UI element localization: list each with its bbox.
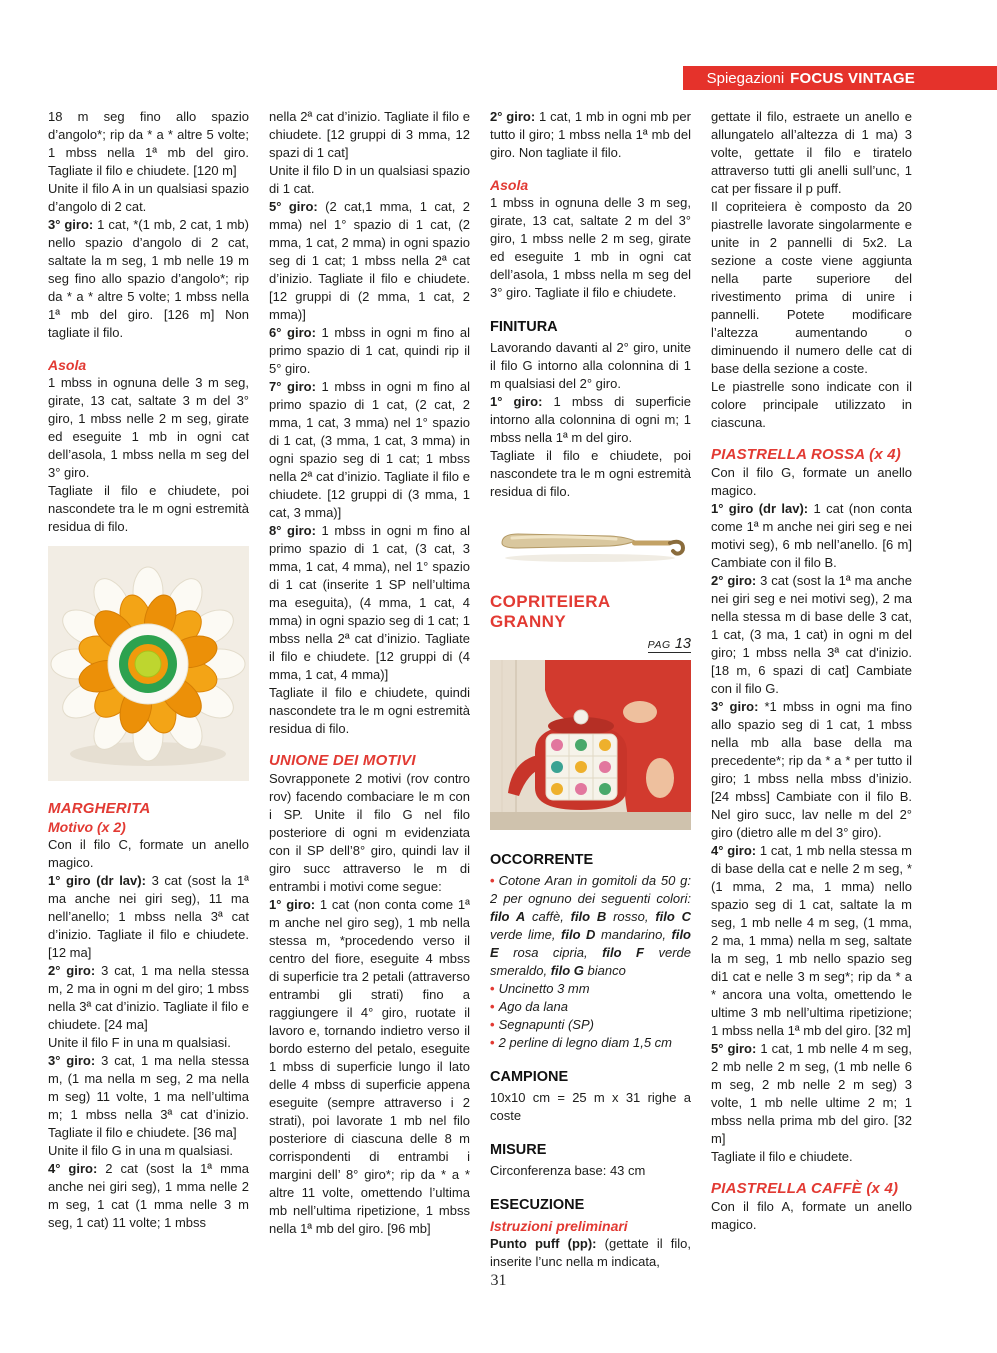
body-paragraph: 4° giro: 2 cat (sost la 1ª mma anche nei giri seg), 1 mma nelle 2 m seg, 1 cat (1 mma nelle 3 m seg, 1 cat) 11 volte; 1 mbss	[48, 1161, 249, 1230]
flower-potholder-photo	[48, 546, 249, 786]
body-paragraph: 5° giro: (2 cat,1 mma, 1 cat, 2 mma) nel 1° spazio di 1 cat, (2 mma, 1 cat, 2 mma) in ogni spazio seg di 1 cat; 1 mbss nella 2ª cat d’inizio. Tagliate il filo e chiudete. [12 gruppi di (2 mma, 1 cat, 2 mma)]	[269, 199, 470, 322]
materials-bullet	[490, 1034, 691, 1052]
body-paragraph: Unite il filo F in una m qualsiasi.	[48, 1035, 231, 1050]
bullet-icon: •	[490, 1017, 495, 1032]
section-heading: MISURE	[490, 1142, 547, 1158]
body-paragraph: 5° giro: 1 cat, 1 mb nelle 4 m seg, 2 mb nelle 2 m seg, (1 mb nelle 6 m seg, 2 mb nelle 2 m seg) 3 volte, 1 mb nelle ultime 2 m; 1 mbss nella prima mb del giro. [32 m]	[711, 1041, 912, 1146]
header-title: FOCUS VINTAGE	[790, 69, 915, 87]
body-paragraph: nella 2ª cat d’inizio. Tagliate il filo e chiudete. [12 gruppi di 3 mma, 12 spazi di 1 cat]	[269, 109, 470, 160]
red-subheading: Asola	[48, 357, 87, 373]
body-paragraph: Punto puff (pp): (gettate il filo, inserite l’unc nella m indicata,	[490, 1236, 691, 1269]
body-paragraph: 4° giro: 1 cat, 1 mb nella stessa m di base della cat e nelle 2 m seg, *(1 mma, 2 ma, 1 mma) nello spazio seg di 1 cat, saltate la m seg, 1 mb nelle 4 m seg, (1 mma, 2 ma, 1 mma) nella m seg, saltate la m seg, 1 mb nello spazio seg di1 cat e nelle 3 m seg*; rip da * a * ancora una volta, omettendo le ultime 3 mb nell’ultima ripetizione; 1 mbss nella 1ª mb del giro. [32 m]	[711, 843, 912, 1038]
body-paragraph: Sovrapponete 2 motivi (rov contro rov) facendo combaciare le m con i SP. Unite il filo G nel filo posteriore di ogni m evidenziata con il SP dell’8° giro, quindi lav il giro succ attraverso le m di entrambi i motivi come segue:	[269, 771, 470, 894]
granny-teapot-illustration	[490, 660, 691, 830]
header-bar	[683, 66, 997, 90]
body-paragraph: gettate il filo, estraete un anello e allungatelo all’altezza di 1 ma) 3 volte, gettate il filo e tiratelo attraverso tutti gli anelli sull’unc, 1 cat per fissare il p puff.	[711, 109, 912, 196]
body-paragraph: 2° giro: 3 cat, 1 ma nella stessa m, 2 ma in ogni m del giro; 1 mbss nella 3ª cat d’inizio. Tagliate il filo e chiudete. [24 ma]	[48, 963, 249, 1032]
bullet-text: 2 perline di legno diam 1,5 cm	[498, 1035, 672, 1050]
body-paragraph: Con il filo C, formate un anello magico.	[48, 837, 249, 870]
body-paragraph: Unite il filo A in un qualsiasi spazio d’angolo di 2 cat.	[48, 181, 249, 214]
bullet-text: Ago da lana	[498, 999, 568, 1014]
body-paragraph: 3° giro: *1 mbss in ogni ma fino allo spazio seg di 1 cat, 1 mbss nella mb alla base della ma precedente*; rip da * a * per tutto il giro; 1 mbss nella mbss d’inizio. [24 mbss] Cambiate con il filo B. Nel giro succ, lav nelle m del 2° giro (dietro alle m del 3° giro).	[711, 699, 912, 840]
header-section-label: Spiegazioni	[706, 69, 785, 87]
red-subheading: Asola	[490, 177, 529, 193]
column-1	[48, 108, 249, 1276]
body-paragraph: 10x10 cm = 25 m x 31 righe a coste	[490, 1090, 691, 1123]
bullet-text: Uncinetto 3 mm	[498, 981, 590, 996]
body-paragraph: Tagliate il filo e chiudete, poi nascondete tra le m ogni estremità residua di filo.	[48, 483, 249, 534]
body-paragraph: 1° giro: 1 cat (non conta come 1ª m anche nel giro seg), 1 mb nella stessa m, *procedendo verso il centro del fiore, eseguite 4 mbss di superficie tra 2 petali (attraverso entrambi gli strati) fino a raggiungere il 4° giro, ruotate il lavoro e, tornando indietro verso il bordo esterno del petalo, eseguite 1 mbss di superficie lungo il lato delle 4 mbss di superficie appena eseguite (sempre attraverso i 2 strati), poi lavorate 1 mb nel filo posteriore di ciascuna delle 8 m corrispondenti di entrambi i margini dell’ 8° giro*; rip da * a * altre 11 volte, omettendo l’ultima mb nell’ultima ripetizione, 1 mbss nella 1ª mb del giro. [96 mb]	[269, 897, 470, 1236]
section-heading: CAMPIONE	[490, 1069, 569, 1085]
body-paragraph: 8° giro: 1 mbss in ogni m fino al primo spazio di 1 cat, (3 cat, 3 mma, 1 cat, 4 mma), nel 1° spazio di 1 cat (inserite 1 SP nell’ultima ma eseguita), (4 mma, 1 cat, 4 mma) in ogni spazio seg di 1 cat; 1 mbss nella 2ª cat d’inizio. Tagliate il filo e chiudete. [12 gruppi di (4 mma, 1 cat, 4 mma)]	[269, 523, 470, 682]
body-paragraph: Unite il filo D in un qualsiasi spazio di 1 cat.	[269, 163, 470, 196]
body-paragraph: 1 mbss in ognuna delle 3 m seg, girate, 13 cat, saltate 3 m del 3° giro, 1 mbss nelle 2 m seg, girate ed eseguite 1 mb in ogni cat dell’asola, 1 mbss nella m seg del 3° giro.	[48, 375, 249, 480]
pattern-title: COPRITEIERA GRANNY	[490, 592, 611, 631]
body-paragraph: 1° giro (dr lav): 3 cat (sost la 1ª ma anche nei giri seg), 11 ma nell’anello; 1 mbss nella 3ª cat d’inizio. Tagliate il filo e chiudete. [12 ma]	[48, 873, 249, 960]
bullet-text: Segnapunti (SP)	[498, 1017, 594, 1032]
body-paragraph: 3° giro: 1 cat, *(1 mb, 2 cat, 1 mb) nello spazio d’angolo di 2 cat, saltate la m seg, 1 mb nelle 19 m seg fino allo spazio d’angolo*; rip da * a * altre 5 volte; 1 mbss nella 1ª mb del giro. [126 m] Non tagliate il filo.	[48, 217, 249, 340]
body-paragraph: Con il filo G, formate un anello magico.	[711, 465, 912, 498]
bullet-icon: •	[490, 1035, 495, 1050]
article-columns	[48, 108, 912, 1276]
body-paragraph: 1 mbss in ognuna delle 3 m seg, girate, 13 cat, saltate 2 m del 3° giro, 1 mbss nelle 2 m seg, girate ed eseguite 1 mb in ogni cat dell’asola, 1 mbss nella m seg del 3° giro. Tagliate il filo e chiudete.	[490, 195, 691, 300]
teapot-cover-photo	[490, 660, 691, 835]
bullet-icon: •	[490, 981, 495, 996]
body-paragraph: 7° giro: 1 mbss in ogni m fino al primo spazio di 1 cat, (2 cat, 2 mma, 1 cat, 3 mma) nel 1° spazio di 1 cat, (3 mma, 1 cat, 3 mma) in ogni spazio seg di 1 cat; 1 mbss nella 2ª cat d’inizio. Tagliate il filo e chiudete. [12 gruppi di (3 mma, 1 cat, 3 mma)]	[269, 379, 470, 520]
body-paragraph: 2° giro: 1 cat, 1 mb in ogni mb per tutto il giro; 1 mbss nella 1ª mb del giro. Non tagliate il filo.	[490, 109, 691, 160]
materials-bullet	[490, 998, 691, 1016]
red-subheading: Motivo (x 2)	[48, 819, 126, 835]
body-paragraph: 18 m seg fino allo spazio d’angolo*; rip da * a * altre 5 volte; 1 mbss nella 1ª mb del giro. Tagliate il filo e chiudete. [120 m]	[48, 109, 249, 178]
red-heading: UNIONE DEI MOTIVI	[269, 752, 416, 769]
body-paragraph: Le piastrelle sono indicate con il colore principale utilizzato in ciascuna.	[711, 379, 912, 430]
body-paragraph: Il copriteiera è composto da 20 piastrelle lavorate singolarmente e unite in 2 pannelli di 5x2. La sezione a coste viene aggiunta nella parte superiore del rivestimento prima di unire i pannelli. Potete modificare l’altezza aumentando o diminuendo il numero delle cat di base della sezione a coste.	[711, 199, 912, 376]
crochet-hook-photo	[490, 517, 691, 574]
body-paragraph: 1° giro: 1 mbss di superficie intorno alla colonnina di ogni m; 1 mbss nella 1ª m del giro.	[490, 394, 691, 445]
body-paragraph: 6° giro: 1 mbss in ogni m fino al primo spazio di 1 cat, quindi rip il 5° giro.	[269, 325, 470, 376]
page-number: 31	[490, 1272, 507, 1289]
body-paragraph: 2° giro: 3 cat (sost la 1ª ma anche nei giri seg e nei motivi seg), 2 ma nella stessa m di base delle 3 cat, 1 cat, (3 ma, 1 cat) in ogni m del giro; 1 mbss nella 3ª cat d'inizio. [18 m, 6 spazi di cat] Cambiate con il filo G.	[711, 573, 912, 696]
body-paragraph: 3° giro: 3 cat, 1 ma nella stessa m, (1 ma nella m seg, 2 ma nella m seg) 11 volte, 1 ma nell’ultima m; 1 mbss nella 3ª cat d’inizio. Tagliate il filo e chiudete. [36 ma]	[48, 1053, 249, 1140]
column-3	[490, 108, 691, 1276]
body-paragraph: Tagliate il filo e chiudete.	[711, 1149, 853, 1164]
body-paragraph: Circonferenza base: 43 cm	[490, 1163, 646, 1178]
body-paragraph: Con il filo A, formate un anello magico.	[711, 1199, 912, 1232]
body-paragraph: Unite il filo G in una m qualsiasi.	[48, 1143, 233, 1158]
bullet-text: Cotone Aran in gomitoli da 50 g: 2 per ognuno dei seguenti colori: filo A caffè, filo B rosso, filo C verde lime, filo D mandarino, filo E rosa cipria, filo F verde smeraldo, filo G bianco	[490, 873, 691, 978]
red-heading: PIASTRELLA ROSSA (x 4)	[711, 446, 901, 463]
section-heading: ESECUZIONE	[490, 1197, 585, 1213]
column-2	[269, 108, 470, 1276]
column-4	[711, 108, 912, 1276]
body-paragraph: Tagliate il filo e chiudete, poi nascondete tra le m ogni estremità residua di filo.	[490, 448, 691, 499]
crochet-hook-illustration	[490, 517, 691, 569]
body-paragraph: 1° giro (dr lav): 1 cat (non conta come 1ª m anche nei giri seg e nei motivi seg), 6 mb nell’anello. [6 m] Cambiate con il filo B.	[711, 501, 912, 570]
red-heading: PIASTRELLA CAFFÈ (x 4)	[711, 1180, 899, 1197]
bullet-icon: •	[490, 873, 495, 888]
daisy-potholder-illustration	[48, 546, 249, 781]
section-heading: OCCORRENTE	[490, 852, 594, 868]
page-reference: PAG 13	[647, 636, 691, 652]
materials-bullet	[490, 980, 691, 998]
red-subheading: Istruzioni preliminari	[490, 1218, 628, 1234]
body-paragraph: Lavorando davanti al 2° giro, unite il filo G intorno alla colonnina di 1 m qualsiasi del 2° giro.	[490, 340, 691, 391]
bullet-icon: •	[490, 999, 495, 1014]
materials-bullet	[490, 1016, 691, 1034]
materials-bullet	[490, 872, 691, 980]
red-heading: MARGHERITA	[48, 800, 151, 817]
section-heading: FINITURA	[490, 319, 558, 335]
body-paragraph: Tagliate il filo e chiudete, quindi nascondete tra le m ogni estremità residua di filo.	[269, 685, 470, 736]
